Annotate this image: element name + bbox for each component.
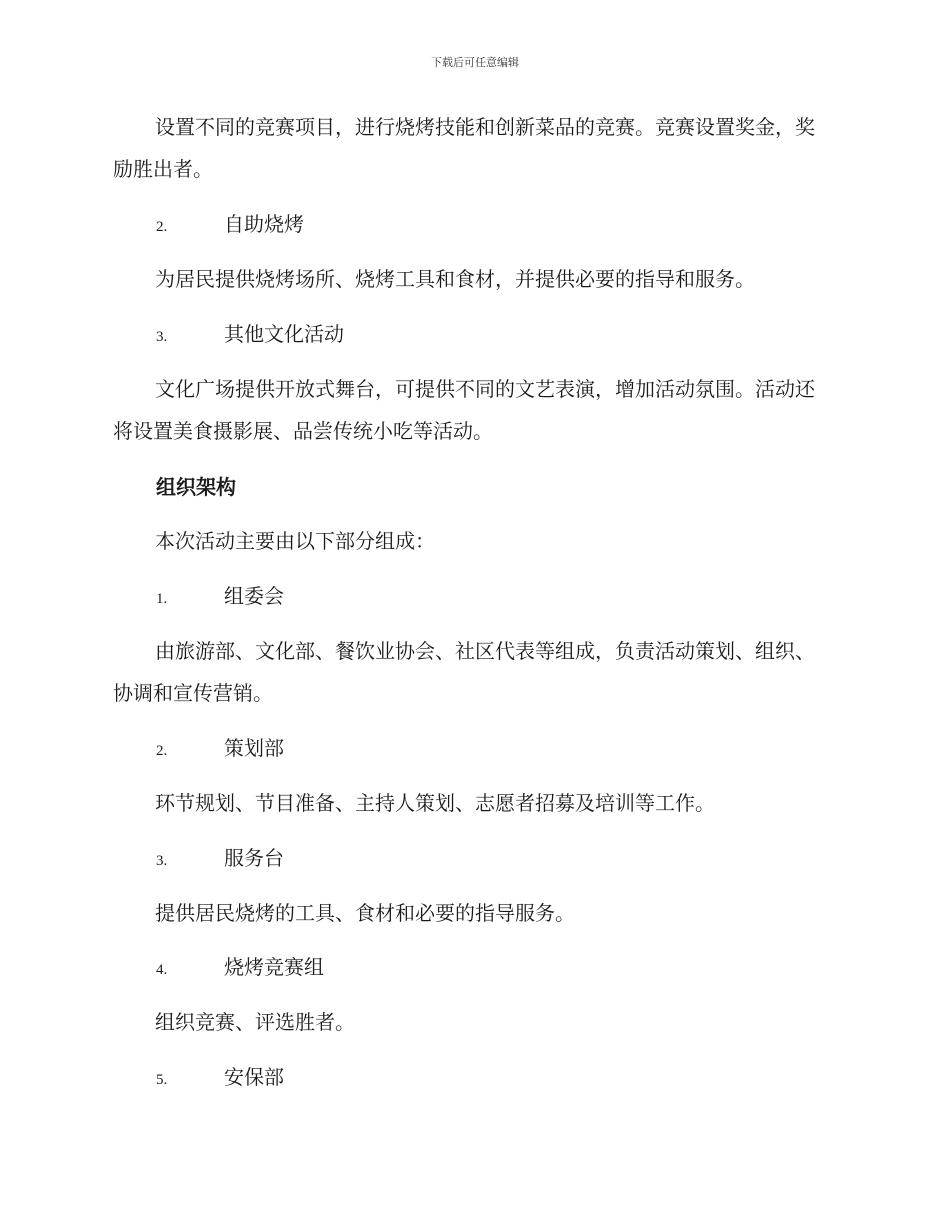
paragraph-self-bbq: 为居民提供烧烤场所、烧烤工具和食材，并提供必要的指导和服务。 xyxy=(155,267,755,291)
list-number: 1. xyxy=(156,591,168,607)
list-number: 2. xyxy=(156,219,168,235)
paragraph-other-activities: 文化广场提供开放式舞台，可提供不同的文艺表演，增加活动氛围。活动还将设置美食摄影展、品尝传统小吃等活动。 xyxy=(113,377,815,443)
list-item-security xyxy=(156,1056,284,1101)
list-label: 组委会 xyxy=(224,584,284,608)
paragraph-competition: 设置不同的竞赛项目，进行烧烤技能和创新菜品的竞赛。竞赛设置奖金，奖励胜出者。 xyxy=(113,115,815,181)
list-label: 策划部 xyxy=(224,736,284,760)
paragraph-service-desk: 提供居民烧烤的工具、食材和必要的指导服务。 xyxy=(155,901,575,925)
list-item-committee xyxy=(156,575,284,620)
list-label: 其他文化活动 xyxy=(224,322,344,346)
list-label: 服务台 xyxy=(224,846,284,870)
list-label: 烧烤竞赛组 xyxy=(224,955,324,979)
page-header: 下载后可任意编辑 xyxy=(431,56,519,69)
list-number: 2. xyxy=(156,743,168,759)
list-item-self-bbq xyxy=(156,203,304,248)
list-label: 自助烧烤 xyxy=(224,212,304,236)
list-item-other-activities xyxy=(156,313,344,358)
list-item-planning xyxy=(156,727,284,772)
list-number: 5. xyxy=(156,1072,168,1088)
paragraph-bbq-contest: 组织竞赛、评选胜者。 xyxy=(155,1010,355,1034)
paragraph-intro: 本次活动主要由以下部分组成： xyxy=(155,529,435,553)
list-number: 4. xyxy=(156,962,168,978)
paragraph-planning: 环节规划、节目准备、主持人策划、志愿者招募及培训等工作。 xyxy=(155,791,715,815)
list-number: 3. xyxy=(156,853,168,869)
section-heading: 组织架构 xyxy=(156,475,236,499)
list-label: 安保部 xyxy=(224,1065,284,1089)
list-item-bbq-contest xyxy=(156,946,324,991)
paragraph-committee: 由旅游部、文化部、餐饮业协会、社区代表等组成，负责活动策划、组织、协调和宣传营销。 xyxy=(113,639,815,705)
list-number: 3. xyxy=(156,329,168,345)
list-item-service-desk xyxy=(156,837,284,882)
